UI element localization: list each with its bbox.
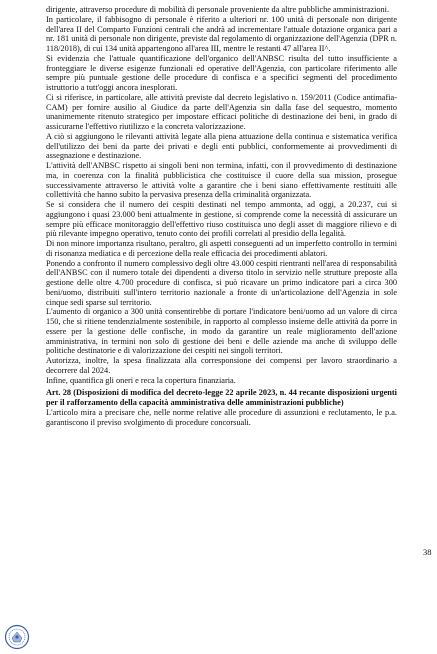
article-heading: Art. 28 (Disposizioni di modifica del decreto-legge 22 aprile 2023, n. 44 recante disposizioni urgenti per il rafforzamento della capacità amministrativa delle amministrazioni pubbliche) (46, 388, 397, 407)
paragraph-8: Di non minore importanza risultano, peraltro, gli aspetti conseguenti ad un imperfetto controllo in termini di risonanza mediatica e di percezione della reale efficacia dei procedimenti ablatori. (46, 239, 397, 258)
paragraph-2: In particolare, il fabbisogno di personale è riferito a ulteriori nr. 100 unità di personale non dirigente dell'area II del Comparto Funzioni centrali che andrà ad incrementare l'attuale dotazione organica pari a nr. 181 unità di personale non dirigente, previste dal regolamento di organizzazione dell'Agenzia (DPR n. 118/2018), di cui 134 unità appartengono all'area III, mentre le restanti 47 all'area II^. (46, 14, 397, 53)
paragraph-3: Si evidenzia che l'attuale quantificazione dell'organico dell'ANBSC risulta del tutto insufficiente a fronteggiare le diverse esigenze funzionali ed operative dell'Agenzia, con particolare riferimento alle sempre più puntuale gestione delle procedure di confisca e a specifici segmenti del procedimento istruttorio a tutt'oggi ancora inesplorati. (46, 53, 397, 92)
paragraph-7: Se si considera che il numero dei cespiti destinati nel tempo ammonta, ad oggi, a 20.237, cui si aggiungono i quasi 23.000 beni attualmente in gestione, si comprende come la necessità di assicurare un sempre più efficace monitoraggio dell'effettivo riuso costituisca uno degli asset di maggiore rilievo e di più rilevante impegno operativo, tenuto conto dei profili correlati al presidio della legalità. (46, 200, 397, 239)
paragraph-9: Ponendo a confronto il numero complessivo degli oltre 43.000 cespiti rientranti nell'area di responsabilità dell'ANBSC con il numero totale dei dipendenti a diverso titolo in servizio nelle strutture preposte alla gestione delle oltre 4.700 procedure di confisca, si può ricavare un primo indicatore pari a circa 300 beni/uomo, distribuiti sull'intero territorio nazionale a fronte di un'articolazione dell'Agenzia in sole cinque sedi sparse sul territorio. (46, 258, 397, 307)
paragraph-5: A ciò si aggiungono le rilevanti attività legate alla piena attuazione della continua e sistematica verifica dell'utilizzo dei beni da parte dei privati e degli enti pubblici, conformemente ai provvedimenti di assegnazione e destinazione. (46, 131, 397, 161)
paragraph-10: L'aumento di organico a 300 unità consentirebbe di portare l'indicatore beni/uomo ad un valore di circa 150, che si ritiene tendenzialmente sostenibile, in rapporto al complesso insieme delle attività da porre in essere per la gestione delle confische, in modo da garantire un reale miglioramento dell'azione amministrativa, in termini non solo di gestione dei beni e delle aziende ma anche di sviluppo delle politiche destinatorie e di valorizzazione dei cespiti nei singoli territori. (46, 307, 397, 356)
paragraph-6: L'attività dell'ANBSC rispetto ai singoli beni non termina, infatti, con il provvedimento di destinazione ma, in coerenza con la finalità pubblicistica che costituisce il cuore della sua mission, prosegue successivamente attraverso le attività volte a garantire che i beni siano effettivamente restituiti alle collettività che hanno subito la pervasiva presenza della criminalità organizzata. (46, 161, 397, 200)
paragraph-1: dirigente, attraverso procedure di mobilità di personale proveniente da altre pubbliche amministrazioni. (46, 5, 390, 14)
paragraph-4: Ci si riferisce, in particolare, alle attività previste dal decreto legislativo n. 159/2011 (Codice antimafia-CAM) per fornire ausilio al Giudice da parte dell'Agenzia sin dalla fase del sequestro, momento unanimemente ritenuto strategico per impostare efficaci politiche di destinazione dei beni, in grado di assicurarne l'effettivo riutilizzo e la concreta valorizzazione. (46, 92, 397, 131)
paragraph-11: Autorizza, inoltre, la spesa finalizzata alla corresponsione dei compensi per lavoro straordinario a decorrere dal 2024. (46, 356, 397, 375)
official-seal-icon (4, 624, 30, 650)
closing-paragraph: L'articolo mira a precisare che, nelle norme relative alle procedure di assunzioni e reclutamento, le p.a. garantiscono il previso svolgimento di procedure concorsuali. (46, 407, 397, 427)
page-number: 38 (423, 547, 432, 557)
document-body (46, 5, 397, 427)
paragraph-12: Infine, quantifica gli oneri e reca la copertura finanziaria. (46, 375, 236, 385)
